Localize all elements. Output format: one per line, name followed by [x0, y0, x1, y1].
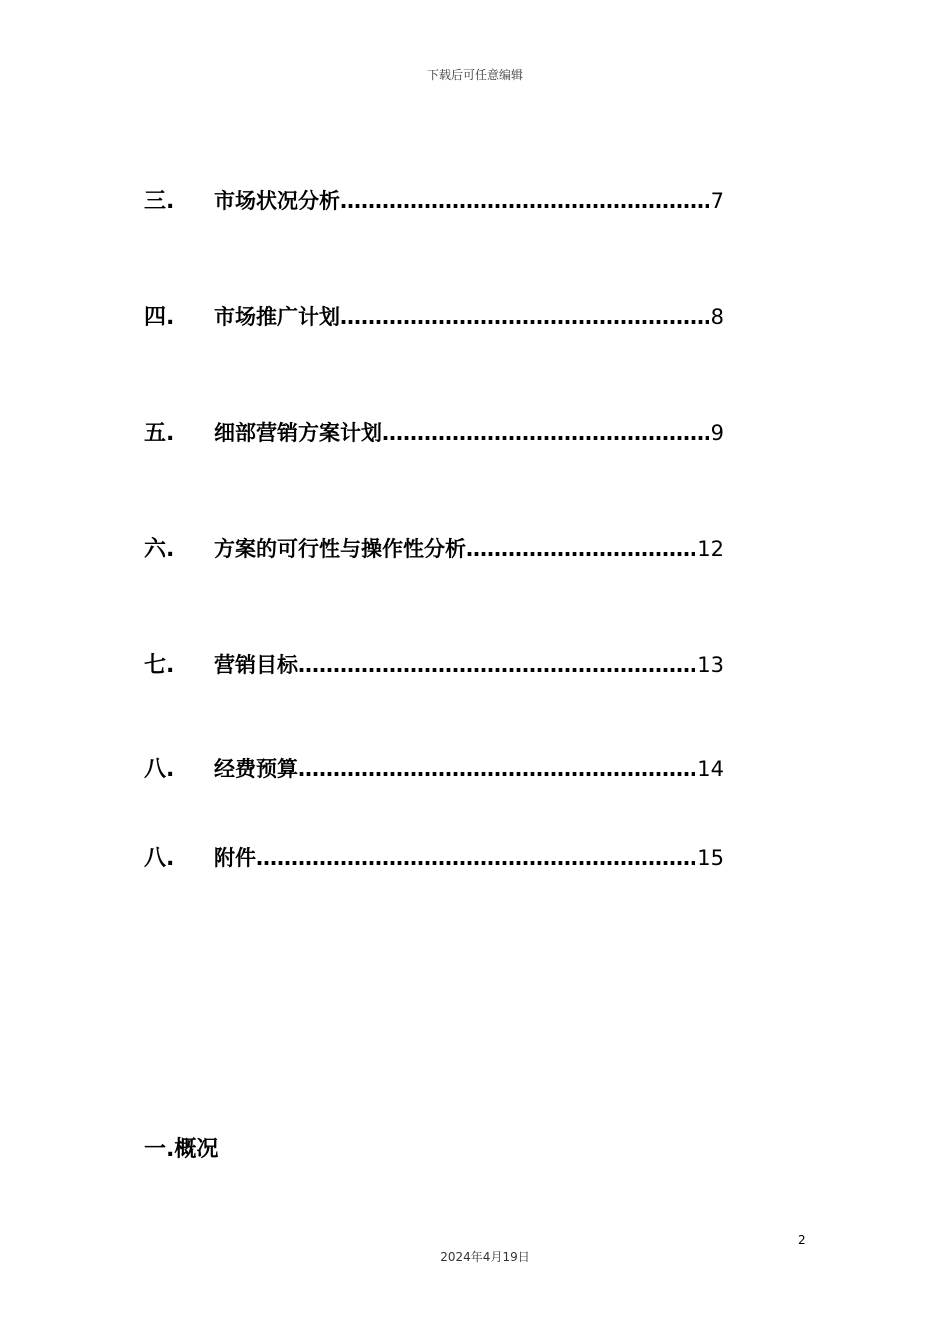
- toc-entry-page: 13: [697, 653, 724, 677]
- toc-leader-dots: [256, 846, 695, 870]
- toc-leader-dots: [340, 305, 709, 329]
- page-footer-date: 2024年4月19日: [440, 1250, 530, 1264]
- page-number: 2: [798, 1233, 806, 1247]
- toc-leader-dots: [298, 757, 695, 781]
- toc-entry-title: 市场推广计划: [214, 305, 340, 329]
- toc-entry-number: 五.: [144, 421, 175, 446]
- toc-entry[interactable]: [144, 184, 724, 216]
- toc-entry-title: 附件: [214, 846, 256, 870]
- toc-leader-dots: [340, 189, 709, 213]
- page-header: 下载后可任意编辑: [426, 68, 523, 82]
- toc-entry[interactable]: [144, 532, 724, 564]
- toc-entry-title: 营销目标: [214, 653, 298, 677]
- toc-entry-number: 六.: [144, 537, 175, 562]
- toc-entry[interactable]: [144, 752, 724, 784]
- toc-entry-title: 市场状况分析: [214, 189, 340, 213]
- toc-leader-dots: [382, 421, 709, 445]
- toc-entry-number: 三.: [144, 189, 175, 214]
- toc-entry-title: 细部营销方案计划: [214, 421, 382, 445]
- toc-entry[interactable]: [144, 300, 724, 332]
- toc-entry-number: 七.: [144, 653, 175, 678]
- toc-entry-number: 四.: [144, 305, 175, 330]
- toc-entry-page: 12: [697, 537, 724, 561]
- toc-entry-page: 7: [710, 189, 724, 213]
- toc-leader-dots: [466, 537, 695, 561]
- toc-entry-page: 8: [710, 305, 724, 329]
- section-heading: 一.概况: [144, 1137, 219, 1162]
- toc-leader-dots: [298, 653, 695, 677]
- toc-entry-title: 经费预算: [214, 757, 298, 781]
- toc-entry[interactable]: [144, 648, 724, 680]
- toc-entry-number: 八.: [144, 846, 175, 871]
- toc-entry-page: 15: [697, 846, 724, 870]
- toc-entry-title: 方案的可行性与操作性分析: [214, 537, 466, 561]
- toc-entry-number: 八.: [144, 757, 175, 782]
- toc-entry-page: 14: [697, 757, 724, 781]
- toc-entry[interactable]: [144, 416, 724, 448]
- toc-entry[interactable]: [144, 841, 724, 873]
- toc-entry-page: 9: [710, 421, 724, 445]
